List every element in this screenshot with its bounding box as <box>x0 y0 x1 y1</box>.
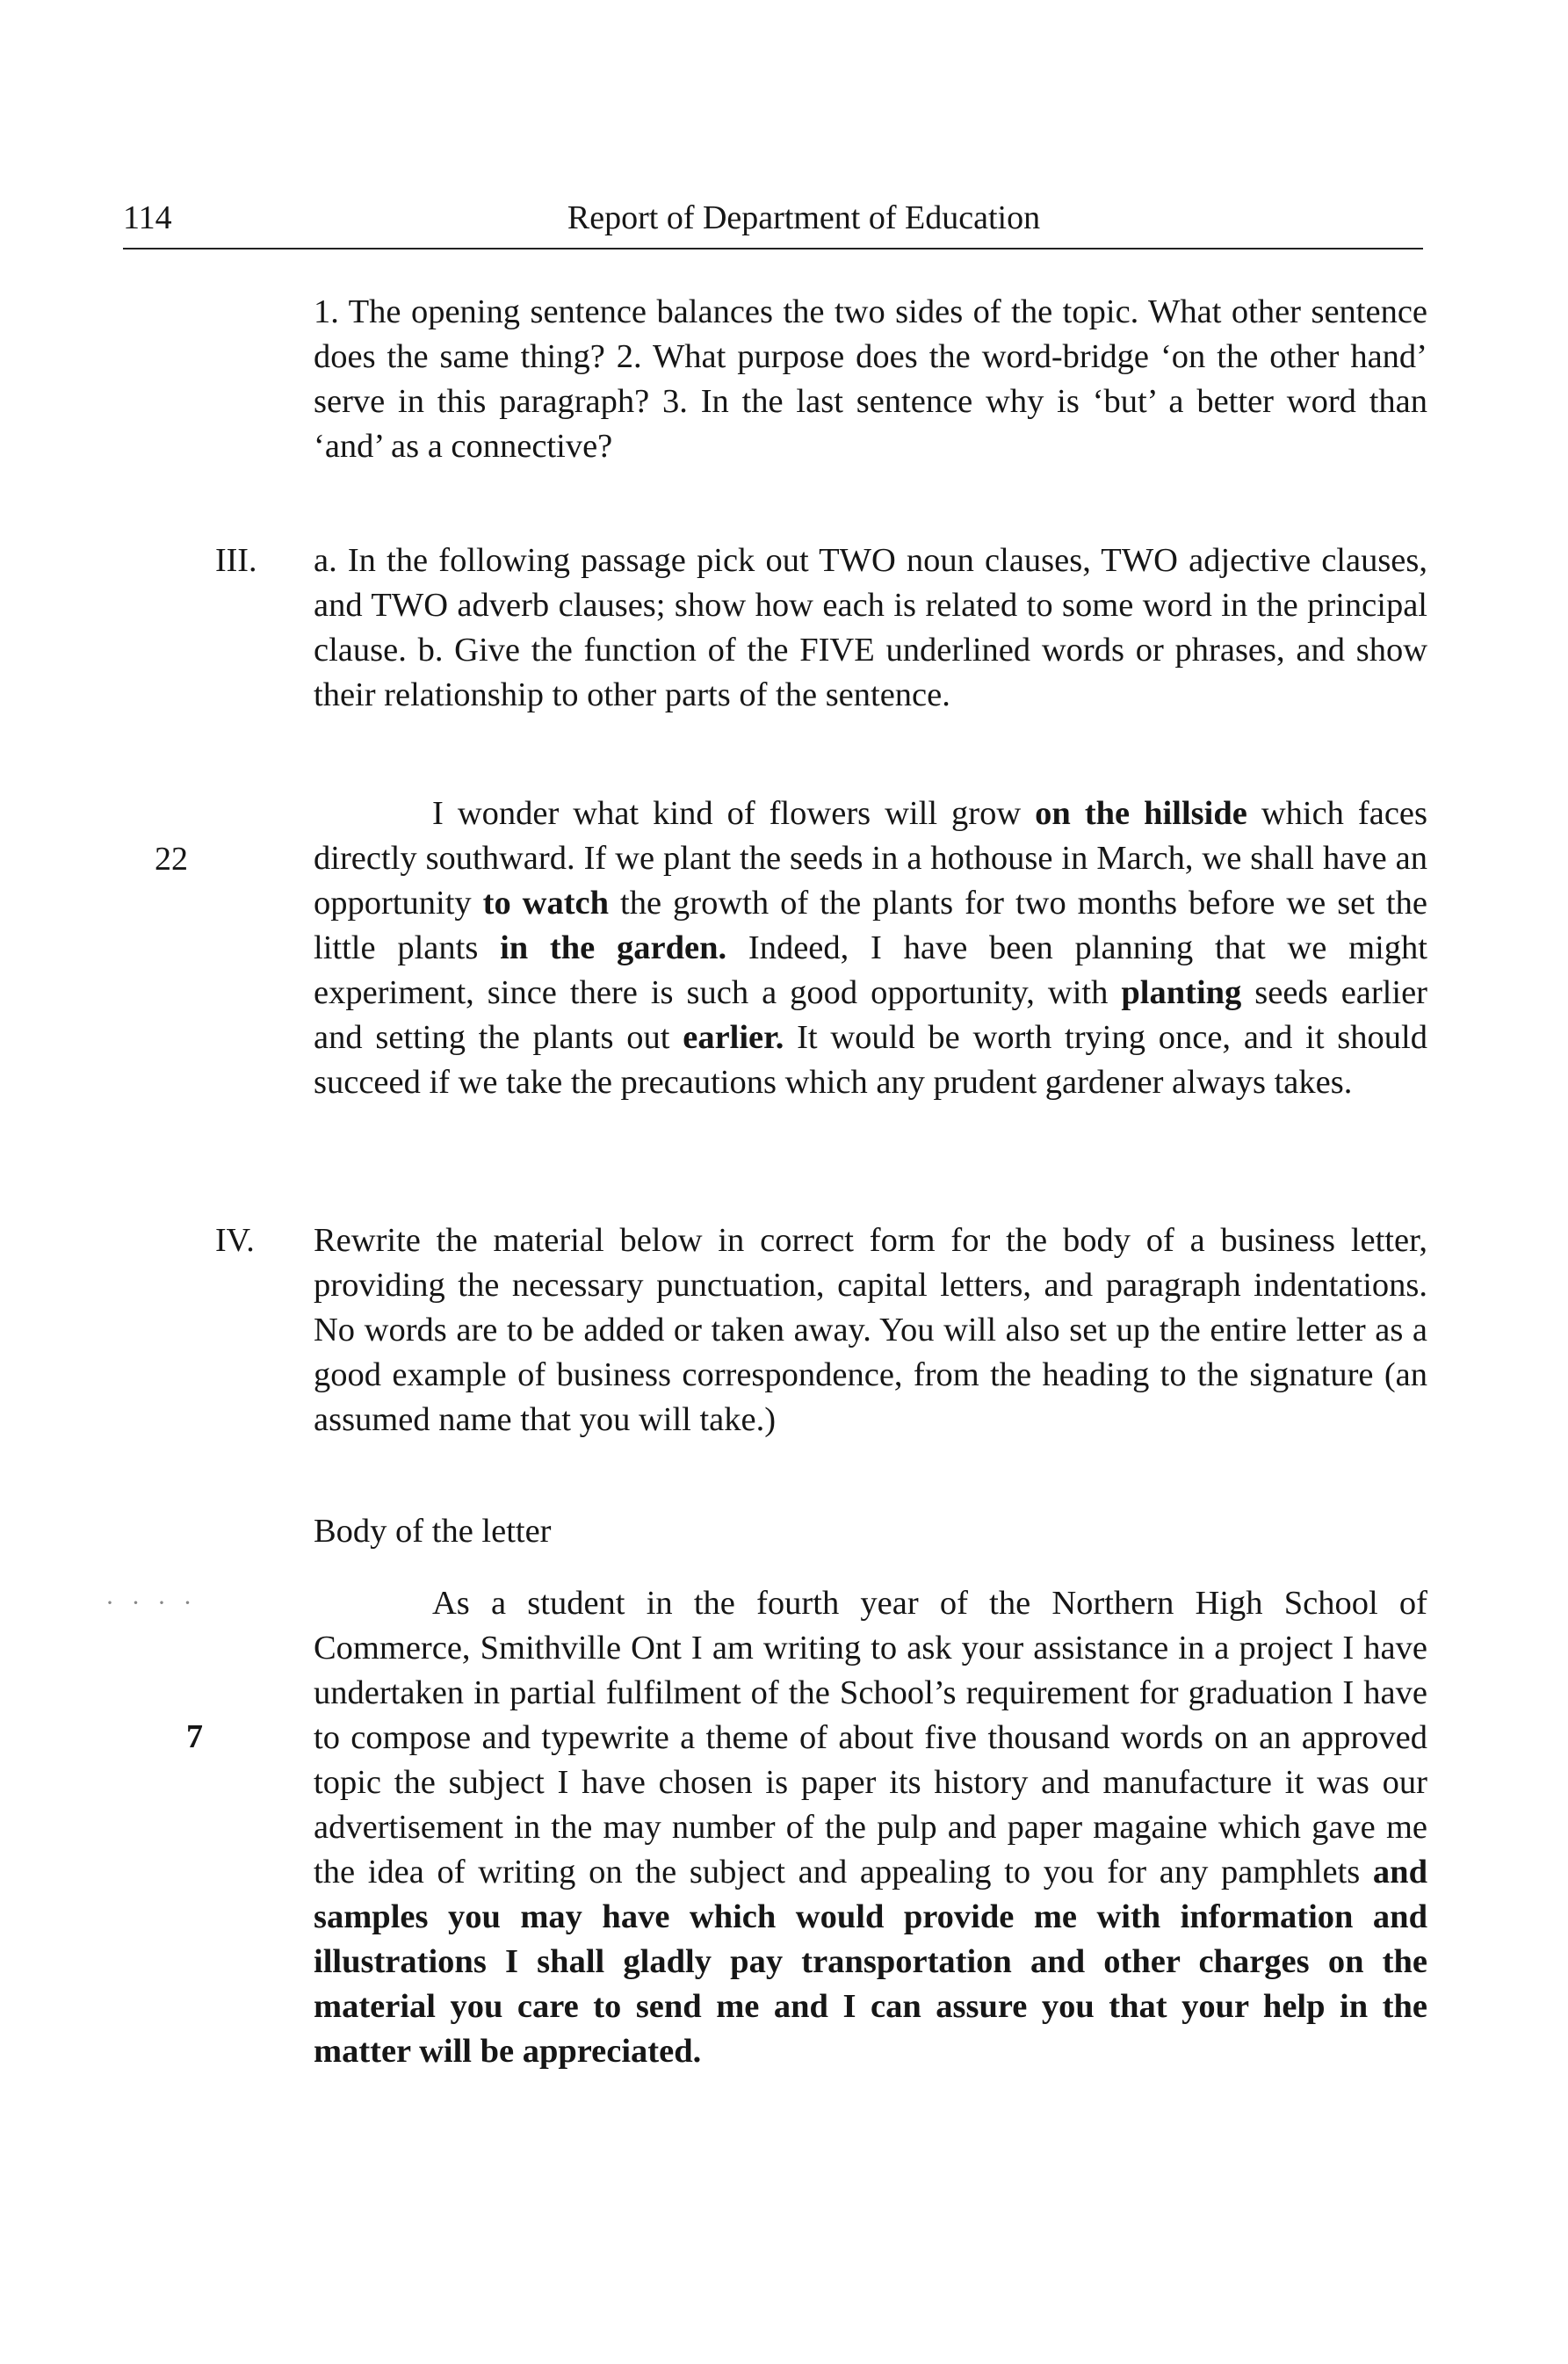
passage-paragraph <box>314 792 1427 1105</box>
question-4-instructions-text: Rewrite the material below in correct form for the body of a business letter, providing the necessary punctuation, capital letters, and paragraph indentations. No words are to be added or taken away. You will also set up the entire letter as a good example of business correspondence, from the heading to the signature (an assumed name that you will take.) <box>314 1222 1427 1438</box>
question-3-instructions <box>314 539 1427 718</box>
question-2-tail-text: 1. The opening sentence balances the two sides of the topic. What other sentence does the same thing? 2. What purpose does the word-bridge ‘on the other hand’ serve in this paragraph? 3. In the last sentence why is ‘but’ a better word than ‘and’ as a connective? <box>314 293 1427 465</box>
passage-text-2: which faces directly southward. If we plant the seeds in a hothouse in March, we shall have an opportunity <box>314 795 1427 922</box>
underlined-phrase-5: earlier. <box>683 1019 784 1056</box>
underlined-phrase-3: in the garden. <box>500 929 727 966</box>
passage-text-6: It would be worth trying once, and it should succeed if we take the precautions which any prudent gardener always takes. <box>314 1019 1427 1101</box>
margin-smudges: · · · · <box>105 1588 198 1617</box>
letter-body <box>314 1581 1427 2074</box>
question-3-instructions-text: a. In the following passage pick out TWO noun clauses, TWO adjective clauses, and TWO adverb clauses; show how each is related to some word in the principal clause. b. Give the function of the FIVE underlined words or phrases, and show their relationship to other parts of the sentence. <box>314 542 1427 713</box>
letter-body-paragraph <box>314 1581 1427 2074</box>
question-3-passage <box>314 792 1427 1105</box>
question-4-number: IV. <box>215 1222 255 1259</box>
letter-subheading <box>314 1509 1427 1554</box>
letter-subheading-text: Body of the letter <box>314 1513 552 1550</box>
page-number: 114 <box>123 199 172 236</box>
question-3-number: III. <box>215 542 257 579</box>
margin-mark-7: 7 <box>186 1718 203 1755</box>
passage-text-5: seeds earlier and setting the plants out <box>314 974 1427 1056</box>
passage-text-3: the growth of the plants for two months before we set the little plants <box>314 885 1427 966</box>
underlined-phrase-1: on the hillside <box>1035 795 1247 832</box>
underlined-phrase-4: planting <box>1121 974 1242 1011</box>
letter-body-regular: As a student in the fourth year of the Northern High School of Commerce, Smithville Ont I am writing to ask your assistance in a project I have undertaken in partial fulfilment of the School’s requirement for graduation I have to compose and typewrite a theme of about five thousand words on an approved topic the subject I have chosen is paper its history and manufacture it was our advertisement in the may number of the pulp and paper magaine which gave me the idea of writing on the subject and appealing to you for any pamphlets <box>314 1585 1427 1890</box>
underlined-phrase-2: to watch <box>482 885 610 922</box>
question-4-instructions <box>314 1218 1427 1442</box>
passage-text-4: Indeed, I have been planning that we might experiment, since there is such a good opportunity, with <box>314 929 1427 1011</box>
question-2-tail <box>314 290 1427 469</box>
passage-text-1: I wonder what kind of flowers will grow <box>432 795 1036 832</box>
page-header <box>123 195 1423 249</box>
running-title: Report of Department of Education <box>567 199 1041 236</box>
letter-body-bold: and samples you may have which would provide me with information and illustrations I shall gladly pay transportation and other charges on the material you care to send me and I can assure you that your help in the matter will be appreciated. <box>314 1854 1427 2070</box>
margin-mark-22: 22 <box>155 841 188 878</box>
